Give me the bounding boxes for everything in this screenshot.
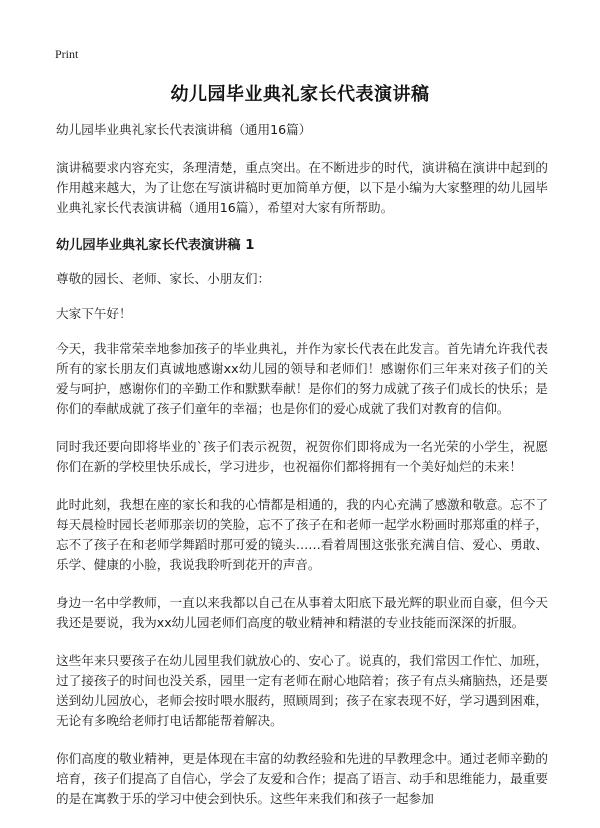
article-subtitle: 幼儿园毕业典礼家长代表演讲稿（通用16篇） (56, 122, 312, 137)
article-body (56, 120, 548, 827)
section-heading: 幼儿园毕业典礼家长代表演讲稿 1 (56, 238, 255, 253)
intro-paragraph: 演讲稿要求内容充实，条理清楚，重点突出。在不断进步的时代，演讲稿在演讲中起到的作用越来越大，为了让您在写演讲稿时更加简单方便，以下是小编为大家整理的幼儿园毕业典礼家长代表演讲稿（通用16篇），希望对大家有所帮助。 (56, 160, 548, 215)
page-title: 幼儿园毕业典礼家长代表演讲稿 (170, 84, 430, 105)
salutation-paragraph: 尊敬的园长、老师、家长、小朋友们： (56, 271, 271, 286)
body-paragraph: 同时我还要向即将毕业的`孩子们表示祝贺，祝贺你们即将成为一名光荣的小学生，祝愿你们在新的学校里快乐成长，学习进步，也祝福你们都将拥有一个美好灿烂的未来！ (56, 439, 548, 474)
body-paragraph: 今天，我非常荣幸地参加孩子的毕业典礼，并作为家长代表在此发言。首先请允许我代表所有的家长朋友们真诚地感谢xx幼儿园的领导和老师们！感谢你们三年来对孩子们的关爱与呵护，感谢你们的辛勤工作和默默奉献！是你们的努力成就了孩子们成长的快乐；是你们的奉献成就了孩子们童年的幸福；也是你们的爱心成就了我们对教育的信仰。 (56, 341, 548, 416)
body-paragraph: 此时此刻，我想在座的家长和我的心情都是相通的，我的内心充满了感激和敬意。忘不了每天晨检时园长老师那亲切的笑脸，忘不了孩子在和老师一起学水粉画时那郑重的样子，忘不了孩子在和老师学舞蹈时那可爱的镜头……看着周围这张张充满自信、爱心、勇敢、乐学、健康的小脸，我说我聆听到花开的声音。 (56, 497, 548, 572)
body-paragraph: 这些年来只要孩子在幼儿园里我们就放心的、安心了。说真的，我们常因工作忙、加班，过了接孩子的时间也没关系，园里一定有老师在耐心地陪着；孩子有点头痛脑热，还是要送到幼儿园放心，老师会按时喂水服药，照顾周到；孩子在家表现不好，学习遇到困难，无论有多晚给老师打电话都能帮着解决。 (56, 653, 548, 728)
body-paragraph: 你们高度的敬业精神，更是体现在丰富的幼教经验和先进的早教理念中。通过老师辛勤的培育，孩子们提高了自信心，学会了友爱和合作；提高了语言、动手和思维能力，最重要的是在寓教于乐的学习中使会到快乐。这些年来我们和孩子一起参加 (56, 751, 548, 806)
print-link[interactable]: Print (55, 47, 79, 61)
greeting-paragraph: 大家下午好！ (56, 306, 132, 321)
body-paragraph: 身边一名中学教师，一直以来我都以自己在从事着太阳底下最光辉的职业而自豪，但今天我还是要说，我为xx幼儿园老师们高度的敬业精神和精湛的专业技能而深深的折服。 (56, 595, 548, 630)
